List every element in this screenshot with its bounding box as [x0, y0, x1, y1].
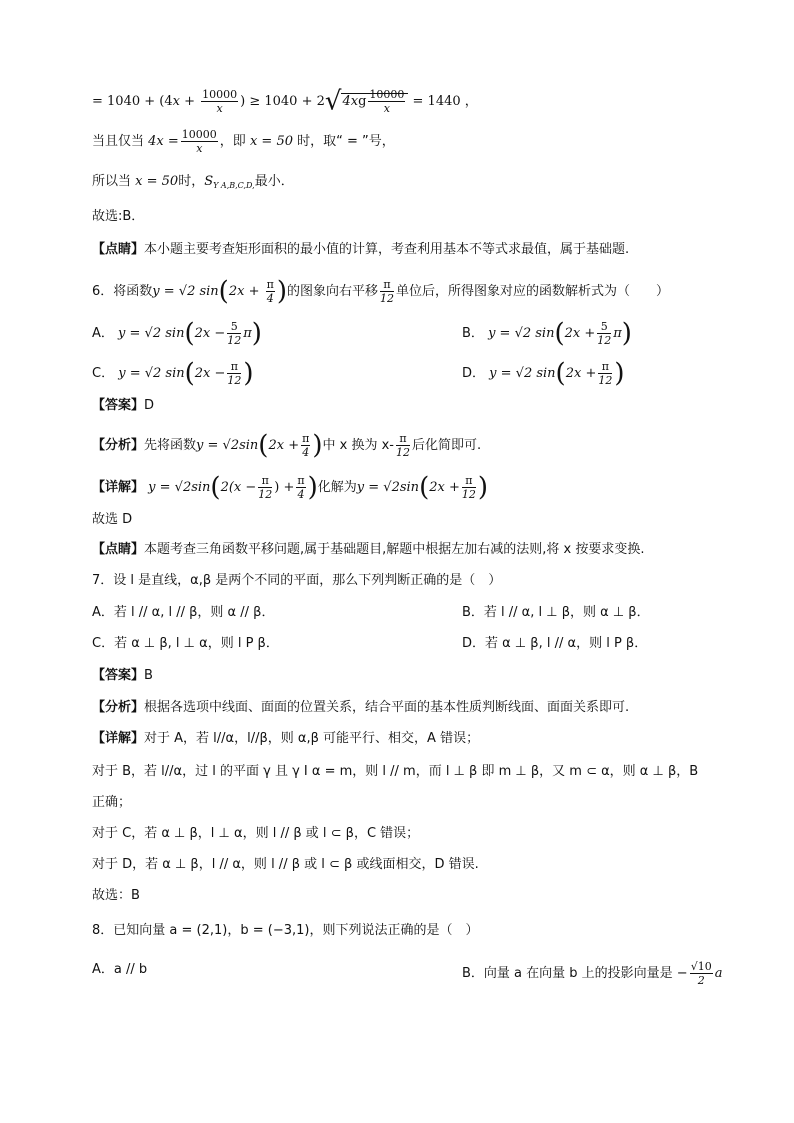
denominator: 12 [258, 488, 273, 501]
option-b[interactable]: B． y = √2 sin(2x + $\frac{5}{12}$ π) [462, 318, 632, 349]
option-c[interactable]: C． y = √2 sin(2x − $\frac{\pi}{12}$ ) [92, 358, 254, 389]
option-label: A． [92, 326, 114, 341]
text: 化解为 [317, 480, 357, 495]
numerator: π [396, 432, 410, 446]
detail-tag: 【详解】 [92, 480, 145, 495]
text: 单位后，所得图象对应的函数解析式为（ ） [396, 284, 670, 299]
option-d[interactable]: D． y = √2 sin(2x + $\frac{\pi}{12}$ ) [462, 358, 625, 389]
numerator: √10 [690, 960, 712, 973]
sqrt-expression: √4xg $\frac{10000}{x}$ [325, 94, 409, 109]
fraction [301, 432, 310, 459]
denominator: 12 [380, 292, 394, 305]
numerator: π [227, 360, 241, 374]
question-6-comment [92, 540, 645, 560]
answer-tag: 【答案】 [92, 668, 145, 683]
denominator: 4 [297, 488, 305, 501]
numerator: π [302, 432, 310, 445]
question-7-detail [92, 729, 479, 749]
fraction [597, 320, 611, 347]
question-6-detail: 【详解】 y = √2sin(2(x − $\frac{\pi}{12}$ ) + $\frac{\pi}{4}$ )化解为y = √2sin(2x + $\frac{\pi}{12}$ ) [92, 472, 489, 503]
numerator: 5 [227, 320, 241, 334]
option-b[interactable]: B．若 l // α, l ⊥ β，则 α ⊥ β． [462, 605, 650, 620]
inequality-line [92, 88, 478, 115]
fraction [181, 128, 218, 155]
math: y = √2sin [148, 480, 211, 495]
comment-line [92, 240, 629, 260]
text: 当且仅当 [92, 134, 145, 149]
text: ，即 [219, 134, 246, 149]
question-7-analysis [92, 698, 629, 718]
comment-tag: 【点睛】 [92, 542, 145, 557]
var-x: x [172, 94, 180, 109]
text: 的图象向右平移 [286, 284, 378, 299]
math: 2x − [194, 326, 226, 341]
text: 先将函数 [144, 438, 197, 453]
denominator: 12 [227, 374, 242, 387]
answer-tag: 【答案】 [92, 398, 145, 413]
math: x = 50 [249, 134, 293, 149]
text: = 1040 + (4 [92, 94, 173, 109]
minimum-line [92, 172, 294, 196]
numerator: π [598, 360, 612, 374]
question-8-stem: 8．已知向量 a = (2,1)，b = (−3,1)，则下列说法正确的是（ ） [92, 923, 479, 938]
text: 本题考查三角函数平移问题,属于基础题目,解题中根据左加右减的法则,将 x 按要求变换. [144, 542, 645, 557]
text: 时，取“ = ”号， [297, 134, 395, 149]
detail-tag: 【详解】 [92, 731, 145, 746]
fraction [368, 88, 405, 115]
numerator: 10000 [181, 128, 217, 141]
analysis-tag: 【分析】 [92, 438, 145, 453]
text: 对于 A，若 l//α，l//β，则 α,β 可能平行、相交，A 错误； [144, 731, 480, 746]
fraction [266, 278, 275, 305]
denominator: x [196, 142, 203, 155]
math: S [204, 174, 214, 189]
text: 所以当 [92, 174, 132, 189]
numerator: π [462, 474, 476, 488]
fraction [258, 474, 272, 501]
equality-condition-line [92, 128, 395, 155]
denominator: 12 [227, 334, 242, 347]
answer-line: 故选:B． [92, 209, 145, 224]
question-7-stem: 7．设 l 是直线，α,β 是两个不同的平面，那么下列判断正确的是（ ） [92, 573, 502, 588]
numerator: 10000 [369, 88, 405, 101]
math: 2(x − [220, 480, 257, 495]
fraction [462, 474, 476, 501]
math: x = 50 [135, 174, 179, 189]
option-label: D． [462, 366, 486, 381]
question-6-answer [92, 396, 154, 416]
text: 本小题主要考查矩形面积的最小值的计算，考查利用基本不等式求最值，属于基础题. [144, 242, 630, 257]
math: 2x + [268, 438, 300, 453]
text: = 1440 ， [408, 94, 478, 109]
text: 后化简即可. [411, 438, 482, 453]
denominator: 12 [598, 374, 613, 387]
math: y = √2 sin [152, 284, 219, 299]
text: ) ≥ 1040 + 2 [240, 94, 325, 109]
question-7-detail-c: 对于 C，若 α ⊥ β，l ⊥ α，则 l // β 或 l ⊂ β，C 错误； [92, 826, 420, 841]
fraction [227, 360, 241, 387]
denominator: 12 [395, 446, 410, 459]
fraction [598, 360, 612, 387]
question-6-analysis: 【分析】先将函数y = √2sin(2x + $\frac{\pi}{4}$ )中 x 换为 x- $\frac{\pi}{12}$ 后化简即可. [92, 430, 482, 461]
option-label: B． [462, 326, 484, 341]
question-6-stem: 6．将函数y = √2 sin(2x + $\frac{\pi}{4}$ )的图象向右平移 $\frac{\pi}{12}$ 单位后，所得图象对应的函数解析式为（ ） [92, 276, 670, 307]
question-7-detail-b: 对于 B，若 l//α，过 l 的平面 γ 且 γ I α = m，则 l // m，而 l ⊥ β 即 m ⊥ β，又 m ⊂ α，则 α ⊥ β，B [92, 764, 699, 779]
question-7-answer [92, 666, 153, 686]
fraction [380, 278, 394, 305]
option-a[interactable]: A．a // b [92, 962, 148, 977]
question-7-detail-b-cont: 正确； [92, 795, 132, 810]
subscript: Y A,B,C,D, [213, 181, 255, 190]
math: 4x = [148, 134, 179, 149]
question-8-options-ab [92, 960, 723, 987]
text: 根据各选项中线面、面面的位置关系，结合平面的基本性质判断线面、面面关系即可. [144, 700, 630, 715]
question-6-options-ab [92, 320, 712, 347]
question-7-options-ab [92, 603, 712, 623]
answer-value: D [144, 398, 155, 413]
question-7-options-cd [92, 634, 712, 654]
math: 2x + [564, 326, 596, 341]
comment-tag: 【点睛】 [92, 242, 145, 257]
numerator: π [258, 474, 272, 488]
fraction [296, 474, 305, 501]
option-label: C． [92, 366, 115, 381]
denominator: 12 [597, 334, 612, 347]
text: 最小． [254, 174, 294, 189]
math: 2x + [228, 284, 264, 299]
text: 6．将函数 [92, 284, 153, 299]
math: 2x + [429, 480, 460, 495]
fraction [690, 960, 713, 987]
denominator: 12 [461, 488, 476, 501]
math: ) + [274, 480, 295, 495]
question-7-conclusion: 故选：B [92, 888, 140, 903]
numerator: π [380, 278, 394, 292]
denominator: x [383, 102, 390, 115]
math: a [714, 966, 723, 981]
math: y = √2 sin [489, 366, 556, 381]
denominator: 4 [302, 446, 310, 459]
math: π [613, 326, 622, 341]
fraction [396, 432, 410, 459]
question-6-conclusion: 故选 D [92, 512, 133, 527]
numerator: π [297, 474, 305, 487]
math: 2x + [565, 366, 597, 381]
denominator: x [216, 102, 223, 115]
text: 4x [342, 94, 359, 109]
text: B．向量 a 在向量 b 上的投影向量是 − [462, 966, 688, 981]
option-b[interactable] [462, 960, 722, 987]
numerator: 5 [597, 320, 611, 334]
text: + [179, 94, 200, 109]
math: y = √2 sin [118, 366, 185, 381]
text: 中 x 换为 x- [322, 438, 394, 453]
option-d[interactable]: D．若 α ⊥ β, l // α，则 l P β． [462, 636, 648, 651]
math: π [243, 326, 252, 341]
math: y = √2 sin [488, 326, 555, 341]
numerator: π [266, 278, 274, 291]
question-6-options-cd [92, 360, 712, 387]
question-7-detail-d: 对于 D，若 α ⊥ β，l // α，则 l // β 或 l ⊂ β 或线面相交，D 错误. [92, 857, 479, 872]
fraction [201, 88, 238, 115]
option-a[interactable]: A． y = √2 sin(2x − $\frac{5}{12}$ π) [92, 318, 262, 349]
fraction [227, 320, 241, 347]
text: 时， [178, 174, 205, 189]
numerator: 10000 [202, 88, 238, 101]
denominator: 2 [697, 974, 705, 987]
math: y = √2sin [356, 480, 420, 495]
analysis-tag: 【分析】 [92, 700, 145, 715]
text: g [358, 94, 367, 109]
math: 2x − [194, 366, 226, 381]
option-c[interactable]: C．若 α ⊥ β, l ⊥ α，则 l P β． [92, 636, 279, 651]
answer-value: B [144, 668, 153, 683]
math: y = √2 sin [118, 326, 185, 341]
option-a[interactable]: A．若 l // α, l // β，则 α // β． [92, 605, 275, 620]
math: y = √2sin [196, 438, 259, 453]
denominator: 4 [266, 292, 274, 305]
